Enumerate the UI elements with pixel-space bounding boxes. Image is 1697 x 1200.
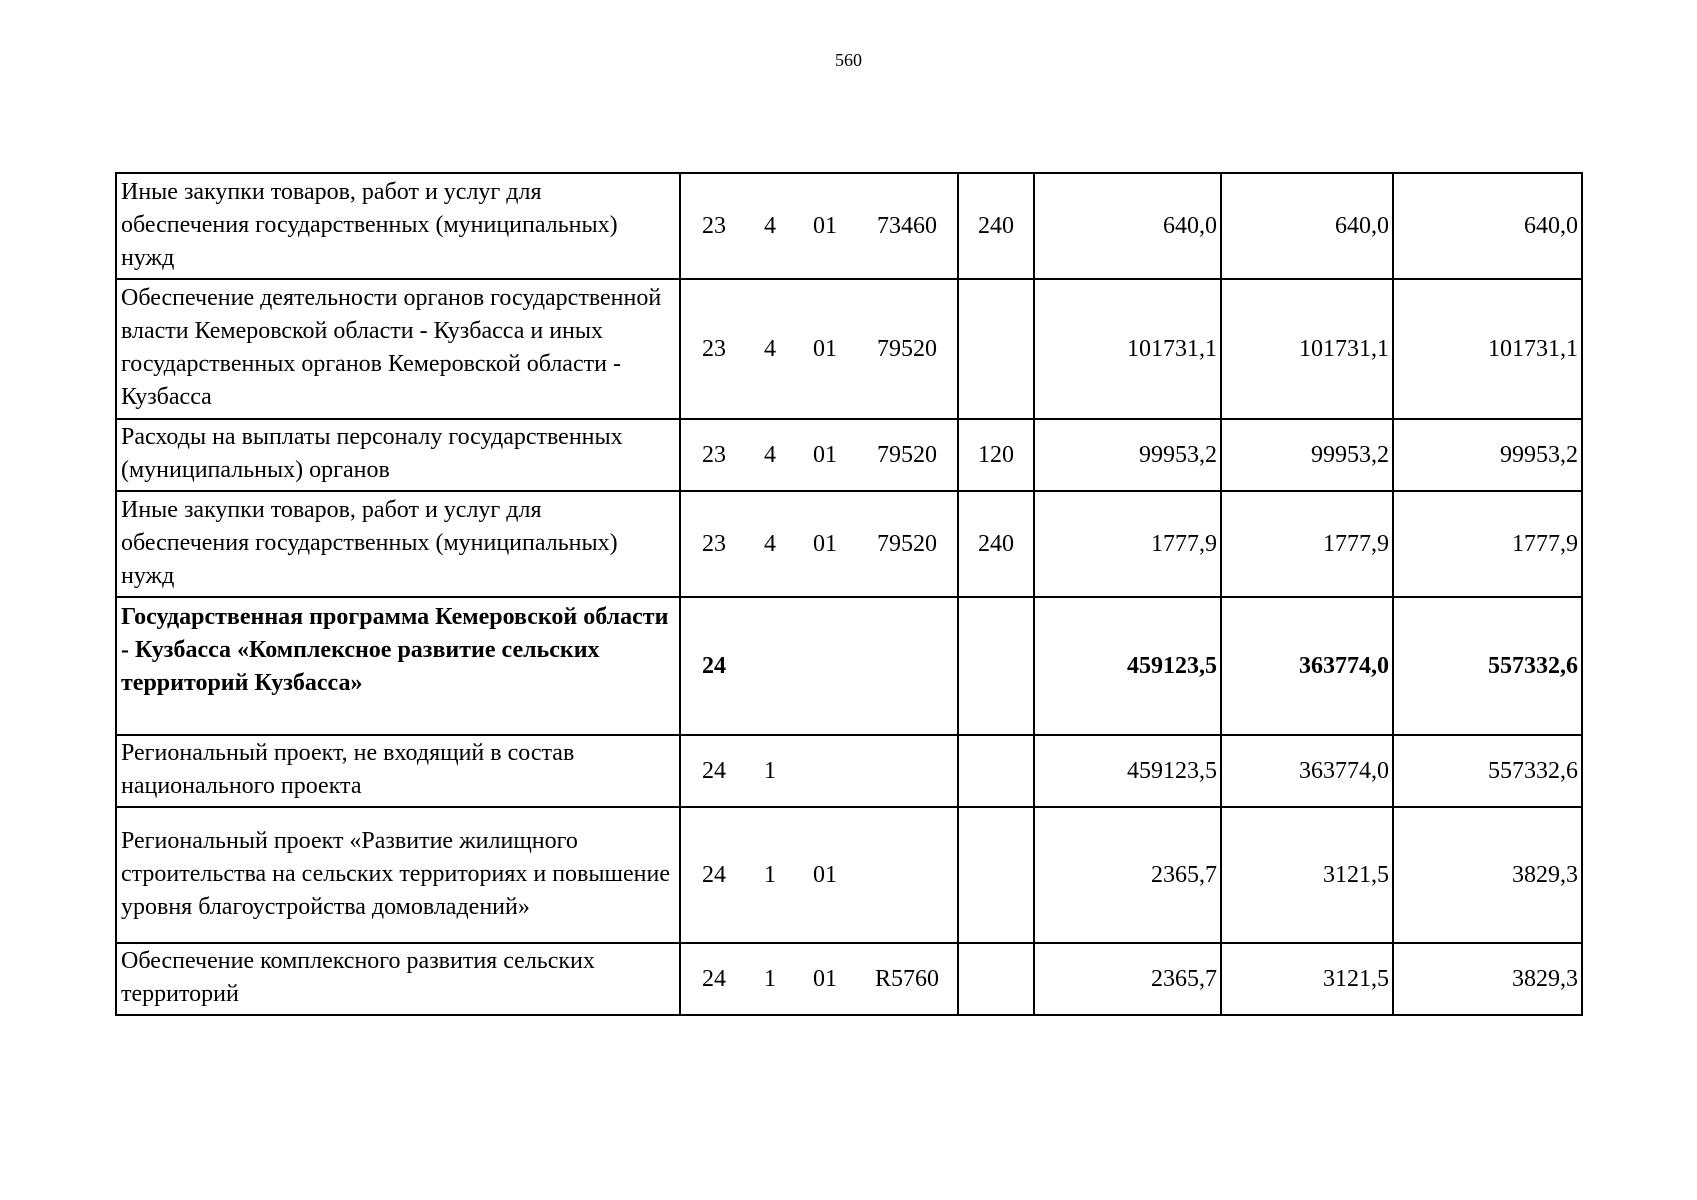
direction-code: 79520 [877,335,937,362]
expense-type-code [958,279,1034,419]
amount-year-2: 3121,5 [1221,807,1393,943]
amount-year-2: 99953,2 [1221,419,1393,491]
program-code: 23 [702,530,726,557]
amount-year-1: 2365,7 [1034,943,1221,1015]
expense-type-code: 240 [958,173,1034,279]
row-codes [680,419,958,491]
row-name: Иные закупки товаров, работ и услуг для обеспечения государственных (муниципальных) нужд [116,491,680,597]
page-number: 560 [835,50,862,70]
amount-year-3: 3829,3 [1393,943,1582,1015]
row-codes [680,491,958,597]
amount-year-3: 101731,1 [1393,279,1582,419]
direction-code: 73460 [877,212,937,239]
row-name: Обеспечение деятельности органов государственной власти Кемеровской области - Кузбасса и иных государственных органов Кемеровской области - Кузбасса [116,279,680,419]
event-code: 01 [813,861,837,888]
row-name: Региональный проект, не входящий в состав национального проекта [116,735,680,807]
table-row [116,943,1582,1015]
subprogram-code: 1 [764,965,776,992]
row-codes [680,597,958,735]
subprogram-code: 4 [764,530,776,557]
amount-year-3: 3829,3 [1393,807,1582,943]
program-code: 24 [702,861,726,888]
program-code: 23 [702,441,726,468]
amount-year-3: 1777,9 [1393,491,1582,597]
amount-year-3: 99953,2 [1393,419,1582,491]
table-row [116,419,1582,491]
event-code: 01 [813,965,837,992]
program-code: 24 [702,757,726,784]
expense-type-code: 120 [958,419,1034,491]
direction-code: 79520 [877,530,937,557]
expense-type-code [958,807,1034,943]
amount-year-1: 459123,5 [1034,735,1221,807]
program-code: 23 [702,335,726,362]
amount-year-2: 1777,9 [1221,491,1393,597]
table-row [116,597,1582,735]
subprogram-code: 4 [764,212,776,239]
event-code: 01 [813,530,837,557]
row-codes [680,173,958,279]
expense-type-code [958,735,1034,807]
program-title: Государственная программа Кемеровской области - Кузбасса «Комплексное развитие сельских территорий Кузбасса» [121,604,669,696]
subprogram-code: 4 [764,335,776,362]
amount-year-2: 640,0 [1221,173,1393,279]
event-code: 01 [813,212,837,239]
row-codes [680,943,958,1015]
row-name [116,597,680,735]
direction-code: R5760 [874,965,939,992]
amount-year-3: 557332,6 [1393,735,1582,807]
table-row [116,735,1582,807]
subprogram-code: 1 [764,757,776,784]
program-code: 24 [702,965,726,992]
amount-year-1: 101731,1 [1034,279,1221,419]
row-name: Расходы на выплаты персоналу государственных (муниципальных) органов [116,419,680,491]
row-name: Иные закупки товаров, работ и услуг для обеспечения государственных (муниципальных) нужд [116,173,680,279]
program-code: 23 [702,212,726,239]
amount-year-1: 459123,5 [1034,597,1221,735]
amount-year-2: 101731,1 [1221,279,1393,419]
row-codes [680,279,958,419]
amount-year-3: 557332,6 [1393,597,1582,735]
event-code: 01 [813,441,837,468]
event-code: 01 [813,335,837,362]
subprogram-code: 1 [764,861,776,888]
amount-year-3: 640,0 [1393,173,1582,279]
table-row [116,807,1582,943]
row-codes [680,807,958,943]
amount-year-1: 640,0 [1034,173,1221,279]
amount-year-2: 363774,0 [1221,735,1393,807]
expense-type-code: 240 [958,491,1034,597]
amount-year-1: 1777,9 [1034,491,1221,597]
subprogram-code: 4 [764,441,776,468]
program-code: 24 [702,652,726,679]
amount-year-1: 2365,7 [1034,807,1221,943]
amount-year-2: 3121,5 [1221,943,1393,1015]
table-row [116,491,1582,597]
expense-type-code [958,943,1034,1015]
row-name: Обеспечение комплексного развития сельских территорий [116,943,680,1015]
amount-year-1: 99953,2 [1034,419,1221,491]
table-row [116,279,1582,419]
amount-year-2: 363774,0 [1221,597,1393,735]
row-name: Региональный проект «Развитие жилищного строительства на сельских территориях и повышение уровня благоустройства домовладений» [116,807,680,943]
row-codes [680,735,958,807]
expense-type-code [958,597,1034,735]
table-row [116,173,1582,279]
budget-table [115,172,1583,1016]
direction-code: 79520 [877,441,937,468]
